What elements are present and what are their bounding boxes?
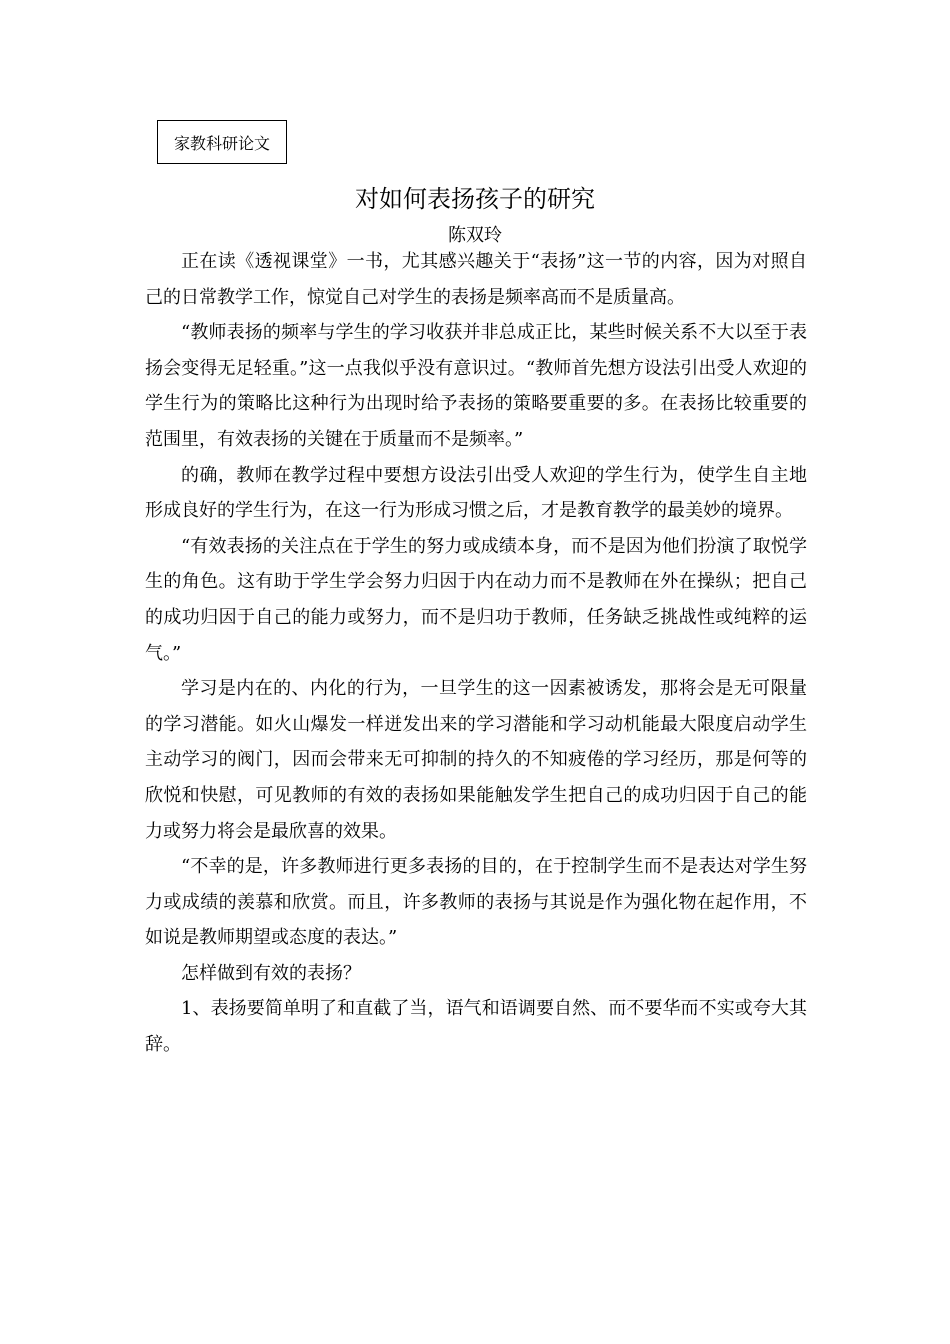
article-title: 对如何表扬孩子的研究 [355, 185, 595, 213]
paragraph-6: “不幸的是，许多教师进行更多表扬的目的，在于控制学生而不是表达对学生努力或成绩的羡慕和欣赏。而且，许多教师的表扬与其说是作为强化物在起作用，不如说是教师期望或态度的表达。” [145, 856, 807, 949]
paragraph-5: 学习是内在的、内化的行为，一旦学生的这一因素被诱发，那将会是无可限量的学习潜能。如火山爆发一样迸发出来的学习潜能和学习动机能最大限度启动学生主动学习的阀门，因而会带来无可抑制的持久的不知疲倦的学习经历，那是何等的欣悦和快慰，可见教师的有效的表扬如果能触发学生把自己的成功归因于自己的能力或努力将会是最欣喜的效果。 [145, 678, 807, 842]
paragraph-4: “有效表扬的关注点在于学生的努力或成绩本身，而不是因为他们扮演了取悦学生的角色。这有助于学生学会努力归因于内在动力而不是教师在外在操纵；把自己的成功归因于自己的能力或努力，而不是归功于教师，任务缺乏挑战性或纯粹的运气。” [145, 535, 807, 664]
category-label-box [157, 120, 287, 164]
paragraph-7: 怎样做到有效的表扬？ [181, 962, 361, 984]
paragraph-1: 正在读《透视课堂》一书，尤其感兴趣关于“表扬”这一节的内容，因为对照自己的日常教学工作，惊觉自己对学生的表扬是频率高而不是质量高。 [145, 251, 807, 308]
article-body [145, 244, 807, 1063]
article-author: 陈双玲 [448, 225, 502, 246]
paragraph-8: 1、表扬要简单明了和直截了当，语气和语调要自然、而不要华而不实或夸大其辞。 [145, 998, 807, 1056]
paragraph-3: 的确，教师在教学过程中要想方设法引出受人欢迎的学生行为，使学生自主地形成良好的学生行为，在这一行为形成习惯之后，才是教育教学的最美妙的境界。 [145, 464, 807, 522]
category-label: 家教科研论文 [173, 133, 270, 153]
paragraph-2: “教师表扬的频率与学生的学习收获并非总成正比，某些时候关系不大以至于表扬会变得无足轻重。”这一点我似乎没有意识过。“教师首先想方设法引出受人欢迎的学生行为的策略比这种行为出现时给予表扬的策略要重要的多。在表扬比较重要的范围里，有效表扬的关键在于质量而不是频率。” [145, 322, 807, 450]
